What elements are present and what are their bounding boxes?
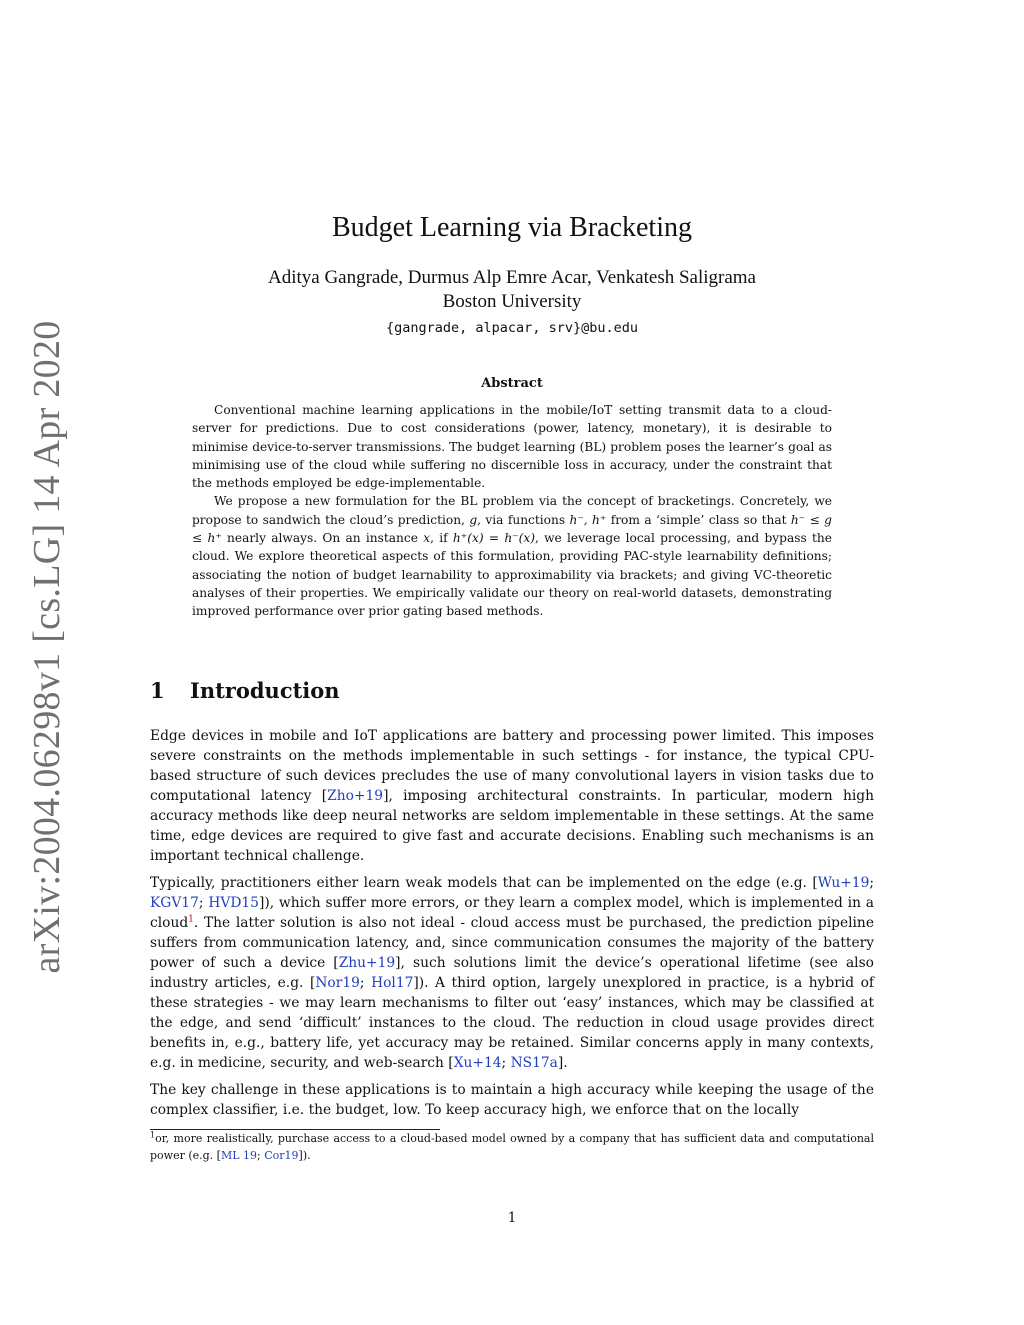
footnote-text: ]). <box>298 1148 311 1162</box>
abstract-paragraph-2 <box>192 492 832 620</box>
author-block <box>0 266 1024 314</box>
section-title: Introduction <box>190 678 340 703</box>
citation-link[interactable]: Zho+19 <box>327 788 384 804</box>
citation-link[interactable]: Xu+14 <box>453 1055 502 1071</box>
separator: ; <box>198 895 209 911</box>
citation-link[interactable]: KGV17 <box>150 895 199 911</box>
arxiv-stamp <box>26 320 68 974</box>
math-x: x <box>423 531 431 546</box>
body-text: ], imposing architectural constraints. In particular, modern high accuracy methods like deep neural networks are seldom implementable in these settings. At the same time, edge devices are required to give fast and accurate decisions. Enabling such mechanisms is an important technical challenge. <box>150 788 874 864</box>
footnote-number: 1 <box>150 1130 156 1140</box>
arxiv-stamp-text: arXiv:2004.06298v1 [cs.LG] 14 Apr 2020 <box>26 320 68 974</box>
citation-link[interactable]: Wu+19 <box>817 875 870 891</box>
citation-link[interactable]: Nor19 <box>315 975 360 991</box>
section-number: 1 <box>150 678 165 703</box>
footnote-marker[interactable]: 1 <box>188 914 194 925</box>
abstract-text: from a ‘simple’ class so that <box>606 512 791 527</box>
introduction-body <box>150 726 874 1127</box>
body-text: ], such solutions limit the device’s operational lifetime (see also industry articles, e.g. [ <box>150 955 874 991</box>
separator: ; <box>359 975 372 991</box>
intro-paragraph-3: The key challenge in these applications is to maintain a high accuracy while keeping the usage of the complex classifier, i.e. the budget, low. To keep accuracy high, we enforce that on the locally <box>150 1082 874 1118</box>
body-text: . The latter solution is also not ideal - cloud access must be purchased, the prediction pipeline suffers from communication latency, and, since communication consumes the majority of the battery power of such a device [ <box>150 915 874 971</box>
footnote-text: or, more realistically, purchase access to a cloud-based model owned by a company that has sufficient data and computational power (e.g. [ <box>150 1132 874 1162</box>
body-text: ]. <box>557 1055 568 1071</box>
affiliation: Boston University <box>442 291 582 312</box>
abstract-text: nearly always. On an instance <box>221 531 424 546</box>
separator: ; <box>257 1148 265 1162</box>
citation-link[interactable]: HVD15 <box>208 895 259 911</box>
separator: ; <box>869 875 874 891</box>
citation-link[interactable]: Cor19 <box>264 1148 299 1162</box>
section-heading <box>150 677 340 705</box>
intro-paragraph-1 <box>150 726 874 866</box>
citation-link[interactable]: Zhu+19 <box>338 955 396 971</box>
intro-paragraph-2 <box>150 873 874 1073</box>
abstract-text: , we leverage local processing, and bypass the cloud. We explore theoretical aspects of this formulation, providing PAC-style learnability definitions; associating the notion of budget learnability to approximability via brackets; and giving VC-theoretic analyses of their properties. We empirically validate our theory on real-world datasets, demonstrating improved performance over prior gating based methods. <box>192 531 832 619</box>
math-g: g <box>469 512 478 527</box>
paper-title: Budget Learning via Bracketing <box>332 212 692 243</box>
abstract-paragraph-1: Conventional machine learning applications in the mobile/IoT setting transmit data to a cloud-server for predictions. Due to cost considerations (power, latency, monetary), it is desirable to minimise device-to-server transmissions. The budget learning (BL) problem poses the learner’s goal as minimising use of the cloud while suffering no discernible loss in accuracy, under the constraint that the methods employed be edge-implementable. <box>192 403 832 491</box>
abstract-text: , if <box>430 531 453 546</box>
author-names: Aditya Gangrade, Durmus Alp Emre Acar, Venkatesh Saligrama <box>267 267 756 288</box>
citation-link[interactable]: Hol17 <box>371 975 414 991</box>
body-text: ]), which suffer more errors, or they learn a complex model, which is implemented in a cloud <box>150 895 874 931</box>
body-text: Edge devices in mobile and IoT applications are battery and processing power limited. This imposes severe constraints on the methods implementable in such settings - for instance, the typical CPU-based structure of such devices precludes the use of many convolutional layers in vision tasks due to computational latency [ <box>150 728 874 804</box>
footnote-divider <box>150 1129 440 1130</box>
abstract-text: , via functions <box>477 512 570 527</box>
abstract-text: We propose a new formulation for the BL problem via the concept of bracketings. Concretely, we propose to sandwich the cloud’s prediction, <box>192 494 832 527</box>
author-emails: {gangrade, alpacar, srv}@bu.edu <box>386 320 638 336</box>
footnote <box>150 1131 874 1164</box>
math-equality: h⁺(x) = h⁻(x) <box>452 531 535 546</box>
math-inequality: h⁻ ≤ g ≤ h⁺ <box>192 512 832 546</box>
body-text: ]). A third option, largely unexplored in practice, is a hybrid of these strategies - we may learn mechanisms to filter out ‘easy’ instances, which may be classified at the edge, and send ‘difficult’ instances to the cloud. The reduction in cloud usage provides direct benefits in, e.g., battery life, yet accuracy may be retained. Similar concerns apply in many contexts, e.g. in medicine, security, and web-search [ <box>150 975 874 1071</box>
page-number: 1 <box>507 1210 517 1226</box>
abstract-heading: Abstract <box>481 376 543 391</box>
abstract-body <box>192 401 832 621</box>
citation-link[interactable]: NS17a <box>510 1055 558 1071</box>
separator: ; <box>501 1055 511 1071</box>
citation-link[interactable]: ML 19 <box>220 1148 258 1162</box>
math-h-pair: h⁻, h⁺ <box>569 512 607 527</box>
body-text: Typically, practitioners either learn weak models that can be implemented on the edge (e.g. [ <box>150 875 818 891</box>
